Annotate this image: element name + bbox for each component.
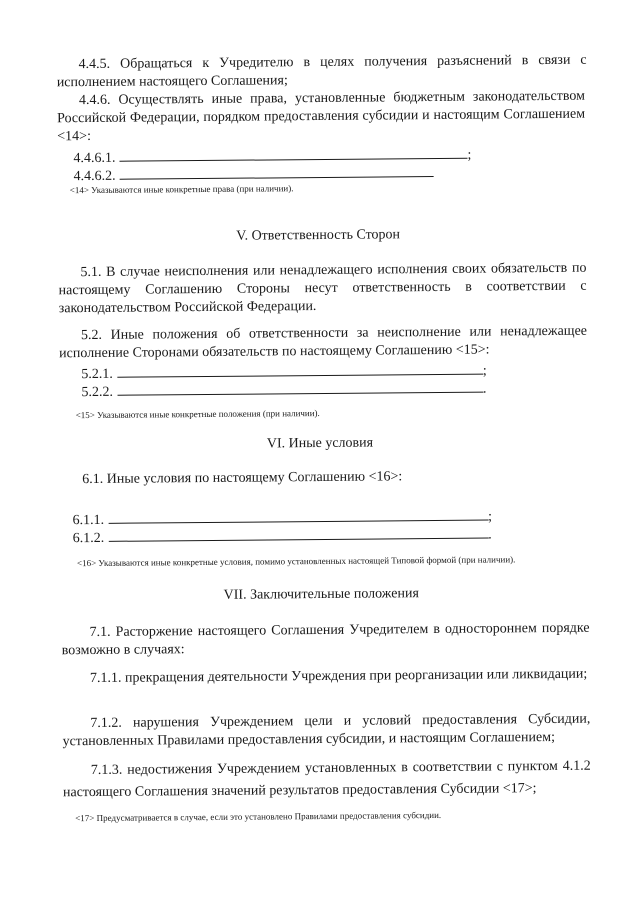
clause-number: 6.1.2. — [73, 530, 105, 548]
clause-5-1: 5.1. В случае неисполнения или ненадлежащего исполнения своих обязательств по настоящему Соглашению Стороны несут ответственность в соответствии с законодательством Российской Федерации. — [58, 260, 586, 319]
clause-number: 4.4.6.1. — [73, 150, 115, 168]
clause-5-2-2 — [81, 379, 486, 401]
clause-4-4-5: 4.4.5. Обращаться к Учредителю в целях получения разъяснений в связи с исполнением настоящего Соглашения; — [57, 52, 587, 93]
clause-end-mark: ; — [483, 364, 487, 379]
fill-in-blank — [119, 145, 467, 162]
fill-in-blank — [108, 507, 488, 524]
clause-end-mark: . — [483, 382, 487, 397]
clause-number: 5.2.2. — [81, 384, 113, 402]
section-heading-6: VI. Иные условия — [0, 432, 640, 456]
clause-number: 6.1.1. — [73, 512, 105, 530]
clause-number: 4.4.6.2. — [74, 168, 116, 186]
clause-4-4-6: 4.4.6. Осуществлять иные права, установленные бюджетным законодательством Российской Федерации, порядком предоставления субсидии и настоящим Соглашением <14>: — [57, 88, 585, 147]
section-heading-5: V. Ответственность Сторон — [0, 224, 638, 248]
fill-in-blank — [120, 163, 434, 180]
clause-number: 5.2.1. — [81, 366, 113, 384]
clause-6-1-2 — [73, 525, 492, 547]
clause-6-1: 6.1. Иные условия по настоящему Соглашению <16>: — [82, 468, 402, 489]
fill-in-blank — [117, 361, 483, 378]
footnote-17: <17> Предусматривается в случае, если это установлено Правилами предоставления субсидии. — [75, 809, 441, 824]
clause-end-mark: ; — [467, 148, 471, 163]
clause-7-1-2: 7.1.2. нарушения Учреждением цели и условий предоставления Субсидии, установленных Правилами предоставления субсидии, и настоящим Соглашением; — [62, 711, 590, 752]
clause-7-1: 7.1. Расторжение настоящего Соглашения Учредителем в одностороннем порядке возможно в случаях: — [62, 620, 590, 661]
section-heading-7: VII. Заключительные положения — [1, 583, 640, 607]
footnote-14: <14> Указываются иные конкретные права (при наличии). — [70, 182, 294, 196]
clause-7-1-3: 7.1.3. недостижения Учреждением установленных в соответствии с пунктом 4.1.2 настоящего Соглашения значений результатов предоставления Субсидии <17>; — [63, 756, 591, 805]
clause-7-1-1: 7.1.1. прекращения деятельности Учреждения при реорганизации или ликвидации; — [62, 666, 590, 689]
footnote-16: <16> Указываются иные конкретные условия, помимо установленных настоящей Типовой формой (при наличии). — [77, 553, 516, 569]
fill-in-blank — [108, 525, 488, 542]
clause-5-2: 5.2. Иные положения об ответственности за неисполнение или ненадлежащее исполнение Сторонами обязательств по настоящему Соглашению <15>: — [59, 323, 587, 364]
clause-end-mark: ; — [488, 510, 492, 525]
clause-end-mark: . — [488, 528, 492, 543]
footnote-15: <15> Указываются иные конкретные положения (при наличии). — [76, 407, 320, 421]
fill-in-blank — [117, 379, 483, 396]
clause-4-4-6-2 — [74, 163, 434, 184]
